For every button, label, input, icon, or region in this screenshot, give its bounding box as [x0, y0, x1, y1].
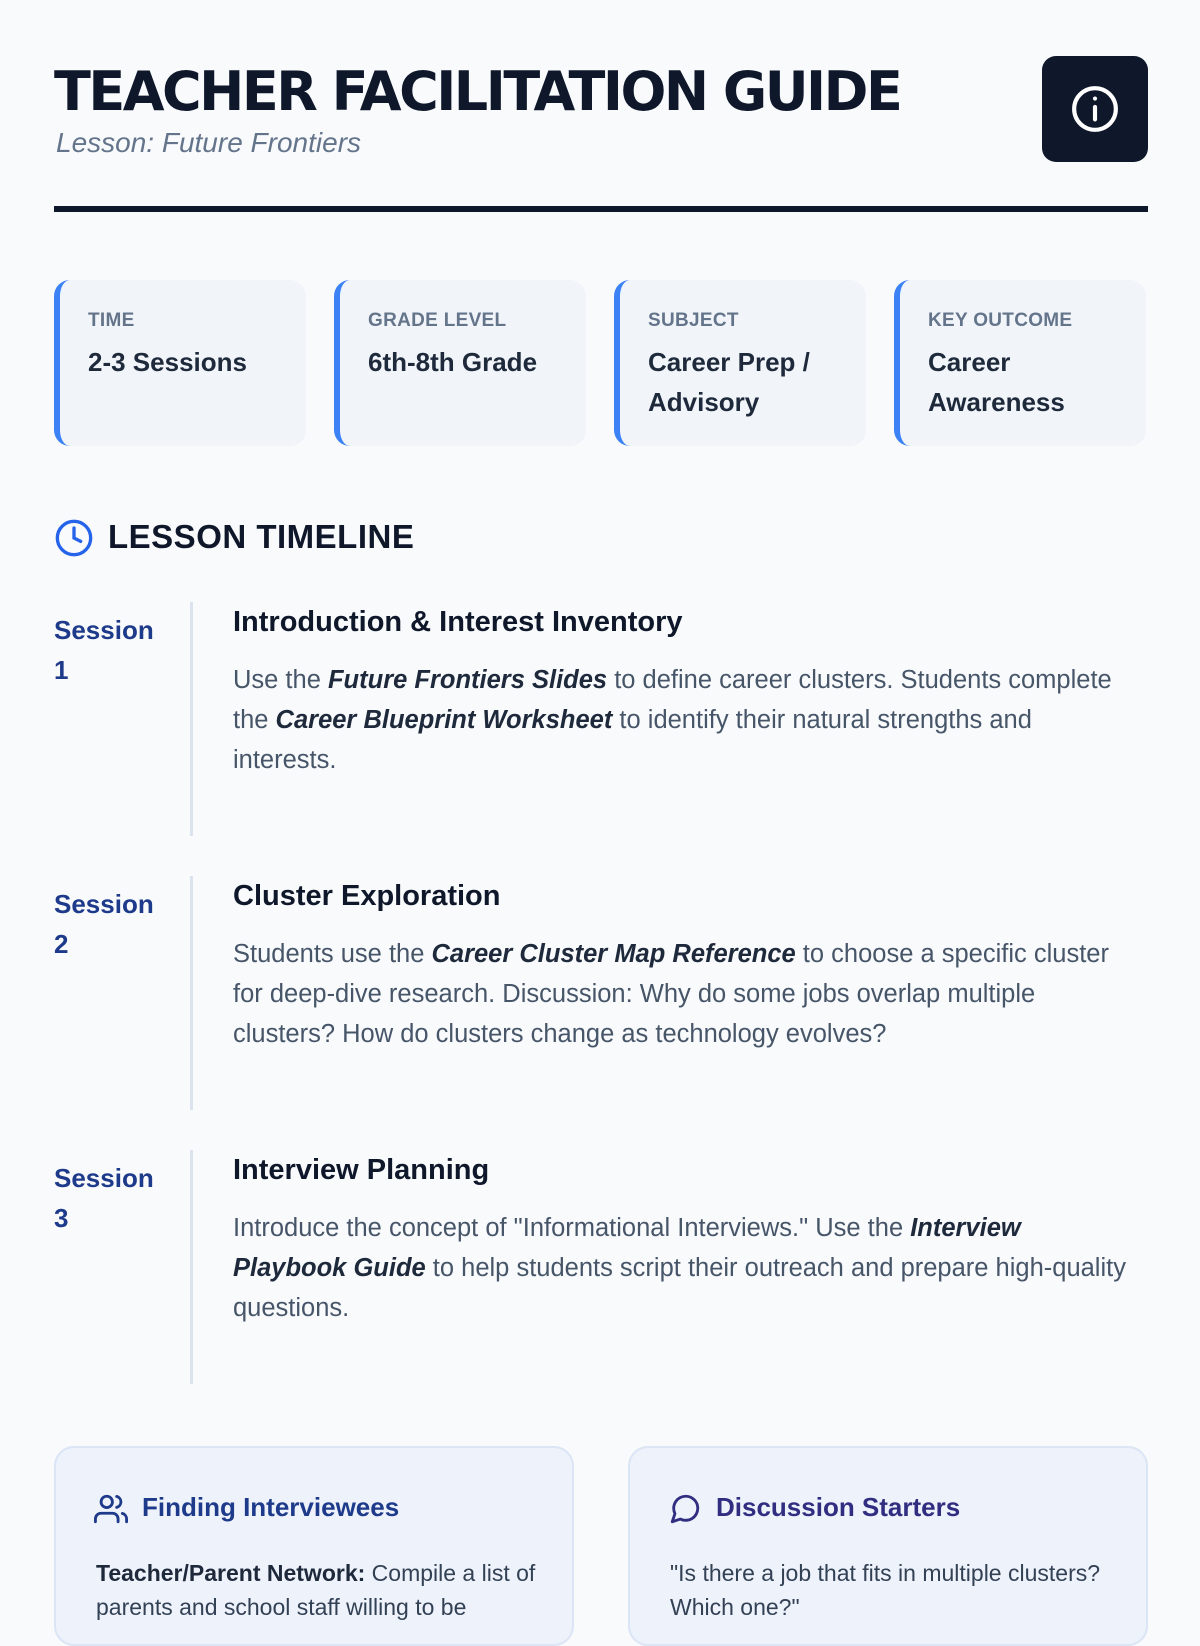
session-description: [233, 660, 1133, 780]
card-value: 2-3 Sessions: [88, 347, 247, 377]
lesson-subtitle: Lesson: Future Frontiers: [56, 127, 362, 158]
card-label: TIME: [88, 310, 135, 331]
box-text-body: Compile a list of parents and school staff willing to be: [96, 1560, 536, 1620]
info-circle-icon: [1070, 84, 1120, 134]
card-label: KEY OUTCOME: [928, 310, 1073, 331]
box-text: [96, 1556, 536, 1624]
card-subject: [614, 280, 866, 446]
session-title: Interview Planning: [233, 1154, 490, 1186]
card-grade-level: [334, 280, 586, 446]
session-description: [233, 1208, 1133, 1328]
card-value: 6th-8th Grade: [368, 347, 538, 377]
session-number: Session 2: [54, 889, 154, 959]
description-text: Introduce the concept of "Informational Interviews." Use the: [233, 1214, 911, 1242]
session-description: [233, 934, 1133, 1054]
session-title: Introduction & Interest Inventory: [233, 606, 683, 638]
page-title: TEACHER FACILITATION GUIDE: [54, 60, 901, 123]
header-divider: [54, 206, 1148, 212]
resource-name: Future Frontiers Slides: [327, 666, 608, 694]
box-text: "Is there a job that fits in multiple clusters? Which one?": [670, 1560, 1101, 1620]
session-number: Session 3: [54, 1163, 154, 1233]
session-3: [54, 1150, 1148, 1384]
timeline-heading: [54, 514, 754, 564]
chat-bubble-icon: [668, 1492, 702, 1526]
info-button[interactable]: [1042, 56, 1148, 162]
session-title: Cluster Exploration: [233, 880, 501, 912]
stat-cards: [54, 280, 1148, 446]
session-number: Session 1: [54, 615, 154, 685]
box-title: Discussion Starters: [716, 1492, 961, 1522]
box-title: Finding Interviewees: [142, 1492, 400, 1522]
resource-name: Career Blueprint Worksheet: [275, 706, 613, 734]
timeline-heading-text: LESSON TIMELINE: [108, 518, 415, 555]
card-value: Career Awareness: [928, 347, 1065, 417]
card-key-outcome: [894, 280, 1146, 446]
guide-page: [54, 0, 1148, 1620]
description-text: Use the: [233, 666, 328, 694]
card-label: GRADE LEVEL: [368, 310, 507, 331]
discussion-starters-box: [628, 1446, 1148, 1646]
description-text: to help students script their outreach and prepare high-quality questions.: [233, 1254, 1126, 1322]
card-time: [54, 280, 306, 446]
description-text: to choose a specific cluster for deep-dive research. Discussion: Why do some jobs overlap multiple clusters? How do clusters change as technology evolves?: [233, 940, 1109, 1048]
timeline-line: [190, 876, 193, 1110]
finding-interviewees-box: [54, 1446, 574, 1646]
header: [54, 56, 1148, 216]
users-icon: [94, 1492, 128, 1526]
clock-icon: [54, 518, 94, 558]
resource-name: Career Cluster Map Reference: [431, 940, 796, 968]
timeline-line: [190, 602, 193, 836]
session-2: [54, 876, 1148, 1110]
description-text: to identify their natural strengths and interests.: [233, 706, 1032, 774]
card-value: Career Prep / Advisory: [648, 347, 810, 417]
description-text: Students use the: [233, 940, 432, 968]
box-text-lead: Teacher/Parent Network:: [96, 1560, 366, 1586]
timeline-line: [190, 1150, 193, 1384]
session-1: [54, 602, 1148, 836]
card-label: SUBJECT: [648, 310, 739, 331]
description-text: to define career clusters. Students complete the: [233, 666, 1112, 734]
resource-name: Interview Playbook Guide: [233, 1214, 1021, 1282]
